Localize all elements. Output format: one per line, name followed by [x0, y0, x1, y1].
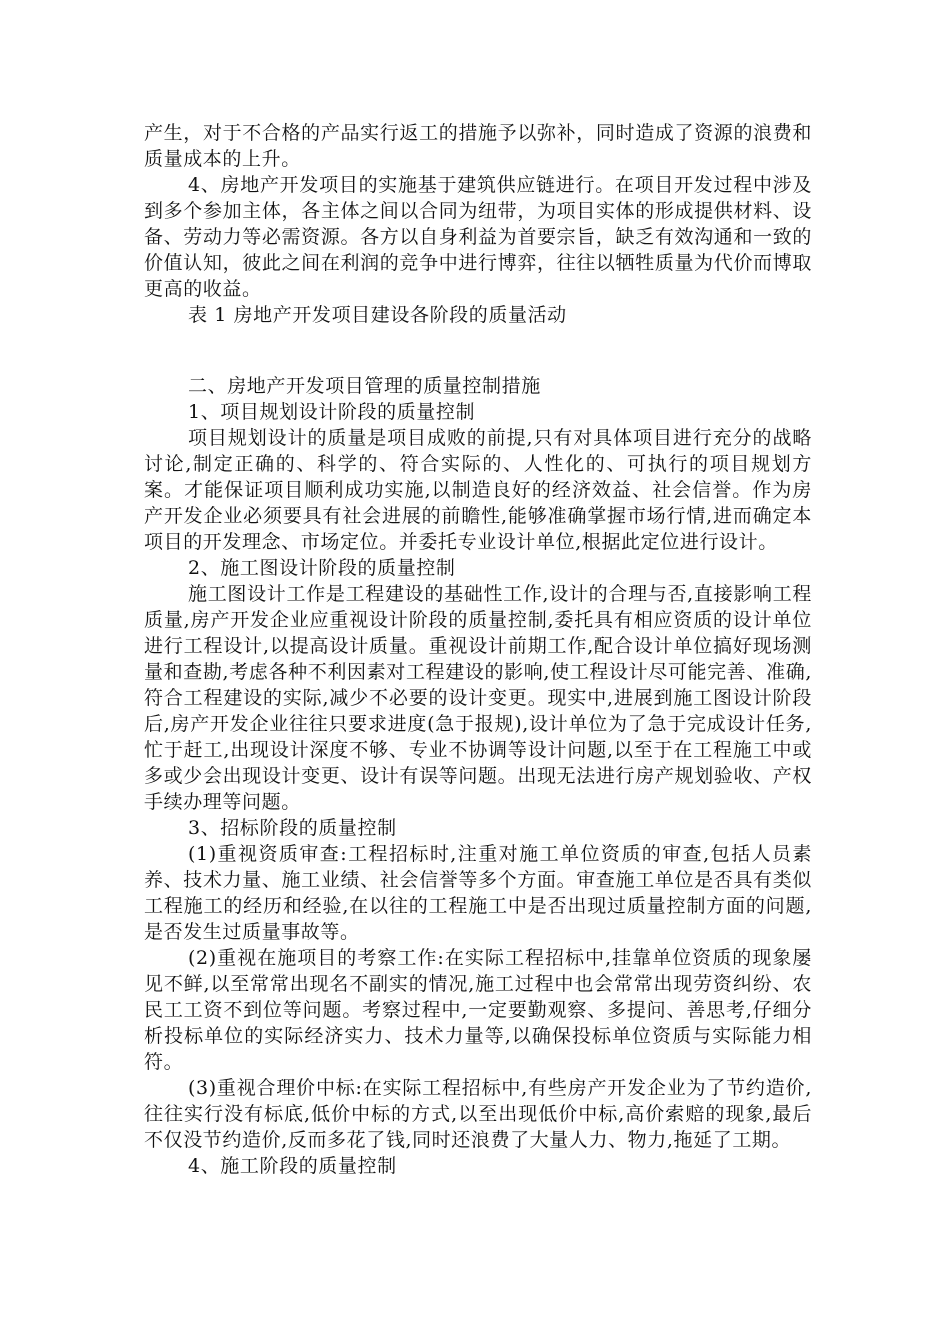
subsection-heading: 2、施工图设计阶段的质量控制	[188, 557, 456, 579]
subsection-heading: 3、招标阶段的质量控制	[188, 817, 397, 839]
section-heading: 二、房地产开发项目管理的质量控制措施	[188, 375, 541, 397]
paragraph: 施工图设计工作是工程建设的基础性工作,设计的合理与否,直接影响工程质量,房产开发企业应重视设计阶段的质量控制,委托具有相应资质的设计单位进行工程设计,以提高设计质量。重视设计前期工作,配合设计单位搞好现场测量和查勘,考虑各种不利因素对工程建设的影响,使工程设计尽可能完善、准确,符合工程建设的实际,减少不必要的设计变更。现实中,进展到施工图设计阶段后,房产开发企业往往只要求进度(急于报规),设计单位为了急于完成设计任务,忙于赶工,出现设计深度不够、专业不协调等设计问题,以至于在工程施工中或多或少会出现设计变更、设计有误等问题。出现无法进行房产规划验收、产权手续办理等问题。	[144, 583, 812, 813]
body-text-top	[144, 120, 812, 328]
body-text-bottom	[144, 373, 812, 1179]
paragraph: (2)重视在施项目的考察工作:在实际工程招标中,挂靠单位资质的现象屡见不鲜,以至常常出现名不副实的情况,施工过程中也会常常出现劳资纠纷、农民工工资不到位等问题。考察过程中,一定要勤观察、多提问、善思考,仔细分析投标单位的实际经济实力、技术力量等,以确保投标单位资质与实际能力相符。	[144, 947, 812, 1073]
subsection-heading: 1、项目规划设计阶段的质量控制	[188, 401, 476, 423]
paragraph: 项目规划设计的质量是项目成败的前提,只有对具体项目进行充分的战略讨论,制定正确的、科学的、符合实际的、人性化的、可执行的项目规划方案。才能保证项目顺利成功实施,以制造良好的经济效益、社会信誉。作为房产开发企业必须要具有社会进展的前瞻性,能够准确掌握市场行情,进而确定本项目的开发理念、市场定位。并委托专业设计单位,根据此定位进行设计。	[144, 427, 812, 553]
paragraph: (1)重视资质审查:工程招标时,注重对施工单位资质的审查,包括人员素养、技术力量、施工业绩、社会信誉等多个方面。审查施工单位是否具有类似工程施工的经历和经验,在以往的工程施工中是否出现过质量控制方面的问题,是否发生过质量事故等。	[144, 843, 812, 943]
table-caption: 表 1 房地产开发项目建设各阶段的质量活动	[188, 304, 567, 326]
paragraph: 产生，对于不合格的产品实行返工的措施予以弥补，同时造成了资源的浪费和质量成本的上升。	[144, 122, 812, 170]
subsection-heading: 4、施工阶段的质量控制	[188, 1155, 397, 1177]
paragraph: (3)重视合理价中标:在实际工程招标中,有些房产开发企业为了节约造价,往往实行没有标底,低价中标的方式,以至出现低价中标,高价索赔的现象,最后不仅没节约造价,反而多花了钱,同时还浪费了大量人力、物力,拖延了工期。	[144, 1077, 812, 1151]
paragraph: 4、房地产开发项目的实施基于建筑供应链进行。在项目开发过程中涉及到多个参加主体，各主体之间以合同为纽带，为项目实体的形成提供材料、设备、劳动力等必需资源。各方以自身利益为首要宗旨，缺乏有效沟通和一致的价值认知，彼此之间在利润的竞争中进行博弈，往往以牺牲质量为代价而博取更高的收益。	[144, 174, 812, 300]
